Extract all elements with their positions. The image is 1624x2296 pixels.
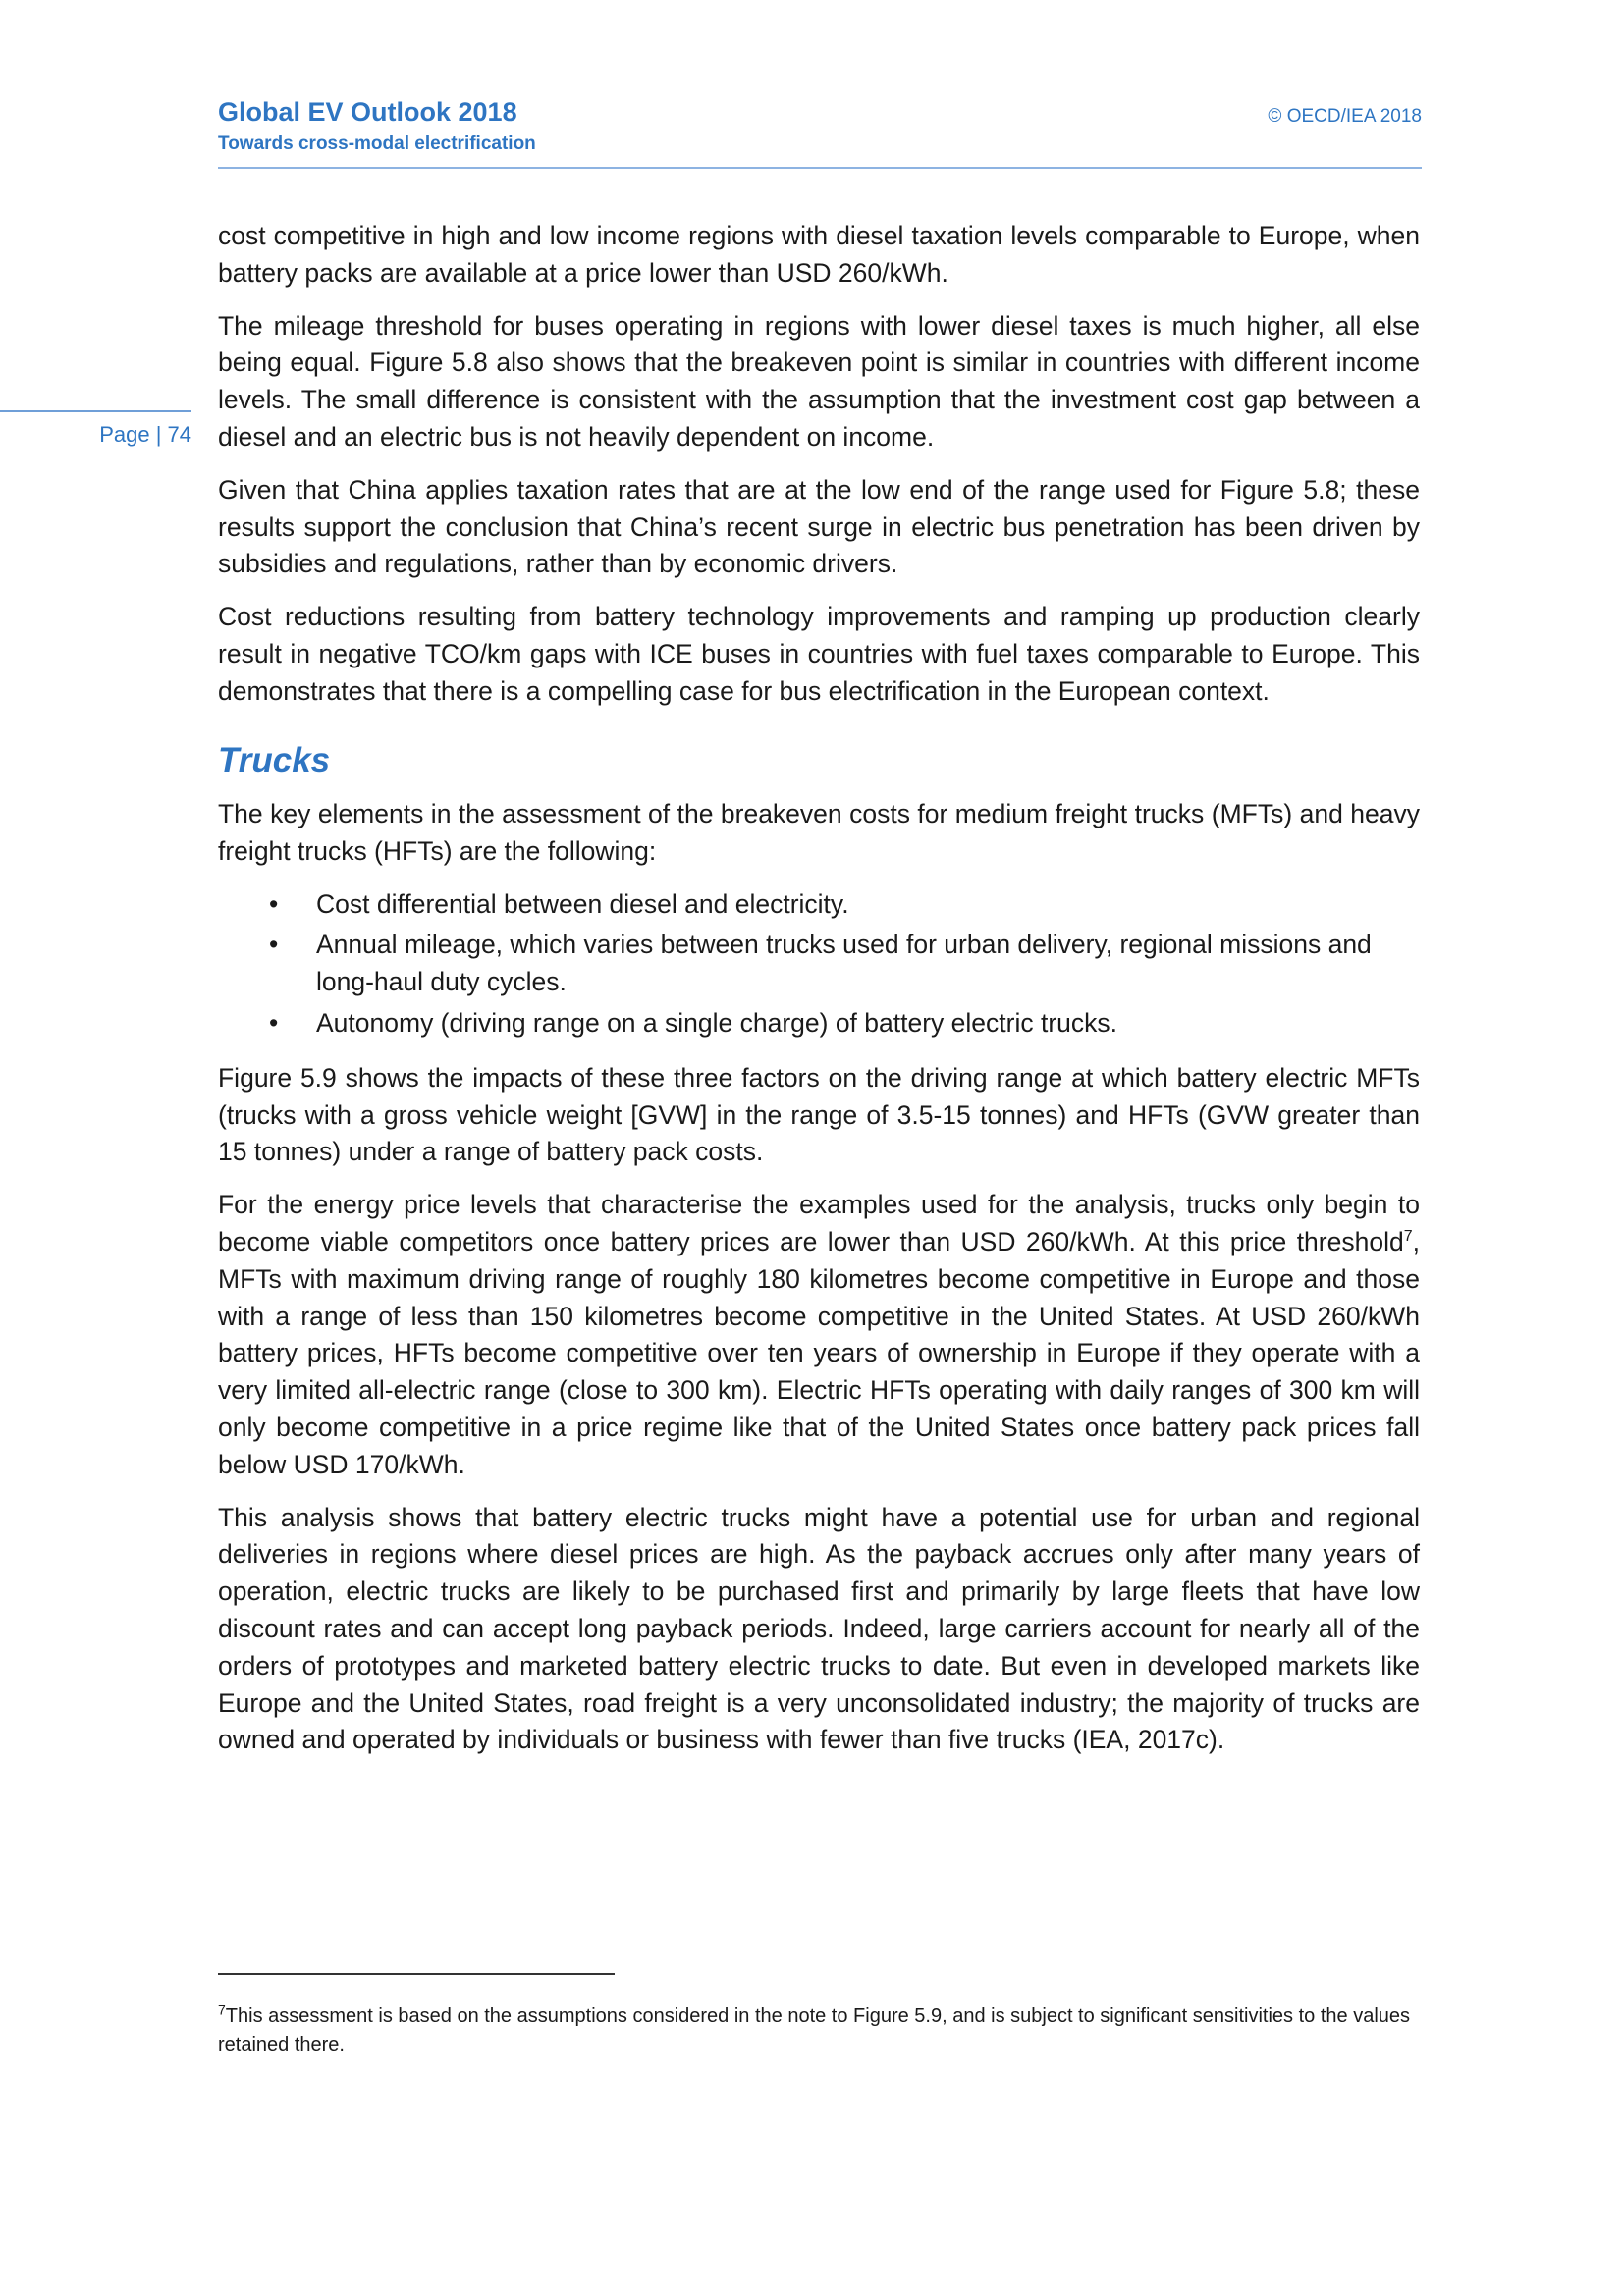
- paragraph-text: , MFTs with maximum driving range of roughly 180 kilometres become competitive in Europe and those with a range of less than 150 kilometres become competitive in the United States. At USD 260/kWh battery prices, HFTs become competitive over ten years of ownership in Europe if they operate with a very limited all-electric range (close to 300 km). Electric HFTs operating with daily ranges of 300 km will only become competitive in a price regime like that of the United States once battery pack prices fall below USD 170/kWh.: [218, 1227, 1420, 1479]
- header-divider: [218, 167, 1422, 169]
- document-subtitle: Towards cross-modal electrification: [218, 133, 536, 155]
- body-paragraph: Given that China applies taxation rates that are at the low end of the range used for Figure 5.8; these results support the conclusion that China’s recent surge in electric bus penetration has been driven by subsidies and regulations, rather than by economic drivers.: [218, 474, 1420, 579]
- section-heading-trucks: Trucks: [218, 740, 331, 779]
- list-item-text: Autonomy (driving range on a single charge) of battery electric trucks.: [316, 1008, 1118, 1039]
- document-title: Global EV Outlook 2018: [218, 97, 517, 127]
- bullet-icon: •: [269, 888, 279, 919]
- paragraph-text: For the energy price levels that characterise the examples used for the analysis, trucks only begin to become viable competitors once battery prices are lower than USD 260/kWh. At this price threshold: [218, 1190, 1420, 1257]
- footnote-text: This assessment is based on the assumptions considered in the note to Figure 5.9, and is subject to significant sensitivities to the values retained there.: [218, 2005, 1411, 2056]
- body-paragraph: This analysis shows that battery electric trucks might have a potential use for urban and regional deliveries in regions where diesel prices are high. As the payback accrues only after many years of operation, electric trucks are likely to be purchased first and primarily by large fleets that have low discount rates and can accept long payback periods. Indeed, large carriers account for nearly all of the orders of prototypes and marketed battery electric trucks to date. But even in developed markets like Europe and the United States, road freight is a very unconsolidated industry; the majority of trucks are owned and operated by individuals or business with fewer than five trucks (IEA, 2017c).: [218, 1502, 1420, 1755]
- list-item: [218, 927, 1420, 1001]
- margin-divider: [0, 410, 191, 412]
- body-paragraph: The mileage threshold for buses operating in regions with lower diesel taxes is much higher, all else being equal. Figure 5.8 also shows that the breakeven point is similar in countries with different income levels. The small difference is consistent with the assumption that the investment cost gap between a diesel and an electric bus is not heavily dependent on income.: [218, 310, 1420, 452]
- list-item-text: Annual mileage, which varies between trucks used for urban delivery, regional missions and long-haul duty cycles.: [316, 930, 1372, 997]
- page-header: [218, 96, 1422, 155]
- body-paragraph: Cost reductions resulting from battery technology improvements and ramping up production clearly result in negative TCO/km gaps with ICE buses in countries with fuel taxes comparable to Europe. This demonstrates that there is a compelling case for bus electrification in the European context.: [218, 602, 1420, 706]
- bullet-icon: •: [269, 1008, 279, 1039]
- body-paragraph: cost competitive in high and low income regions with diesel taxation levels comparable to Europe, when battery packs are available at a price lower than USD 260/kWh.: [218, 221, 1420, 288]
- footnote-marker: 7: [218, 2002, 226, 2018]
- list-item: [218, 1005, 1420, 1042]
- body-paragraph: [218, 1187, 1420, 1483]
- body-paragraph: Figure 5.9 shows the impacts of these three factors on the driving range at which battery electric MFTs (trucks with a gross vehicle weight [GVW] in the range of 3.5-15 tonnes) and HFTs (GVW greater than 15 tonnes) under a range of battery pack costs.: [218, 1062, 1420, 1167]
- bullet-icon: •: [269, 930, 279, 960]
- footnote: [218, 2002, 1420, 2059]
- list-item: [218, 886, 1420, 924]
- main-content: [218, 218, 1420, 1775]
- footnote-divider: [218, 1973, 615, 1975]
- margin-page-marker: [0, 410, 191, 448]
- copyright-notice: © OECD/IEA 2018: [1268, 106, 1422, 127]
- footnote-reference[interactable]: 7: [1403, 1228, 1413, 1246]
- page-number: Page | 74: [99, 422, 191, 447]
- list-item-text: Cost differential between diesel and electricity.: [316, 888, 849, 919]
- bullet-list: [218, 886, 1420, 1042]
- body-paragraph: The key elements in the assessment of the breakeven costs for medium freight trucks (MFTs) and heavy freight trucks (HFTs) are the following:: [218, 799, 1420, 866]
